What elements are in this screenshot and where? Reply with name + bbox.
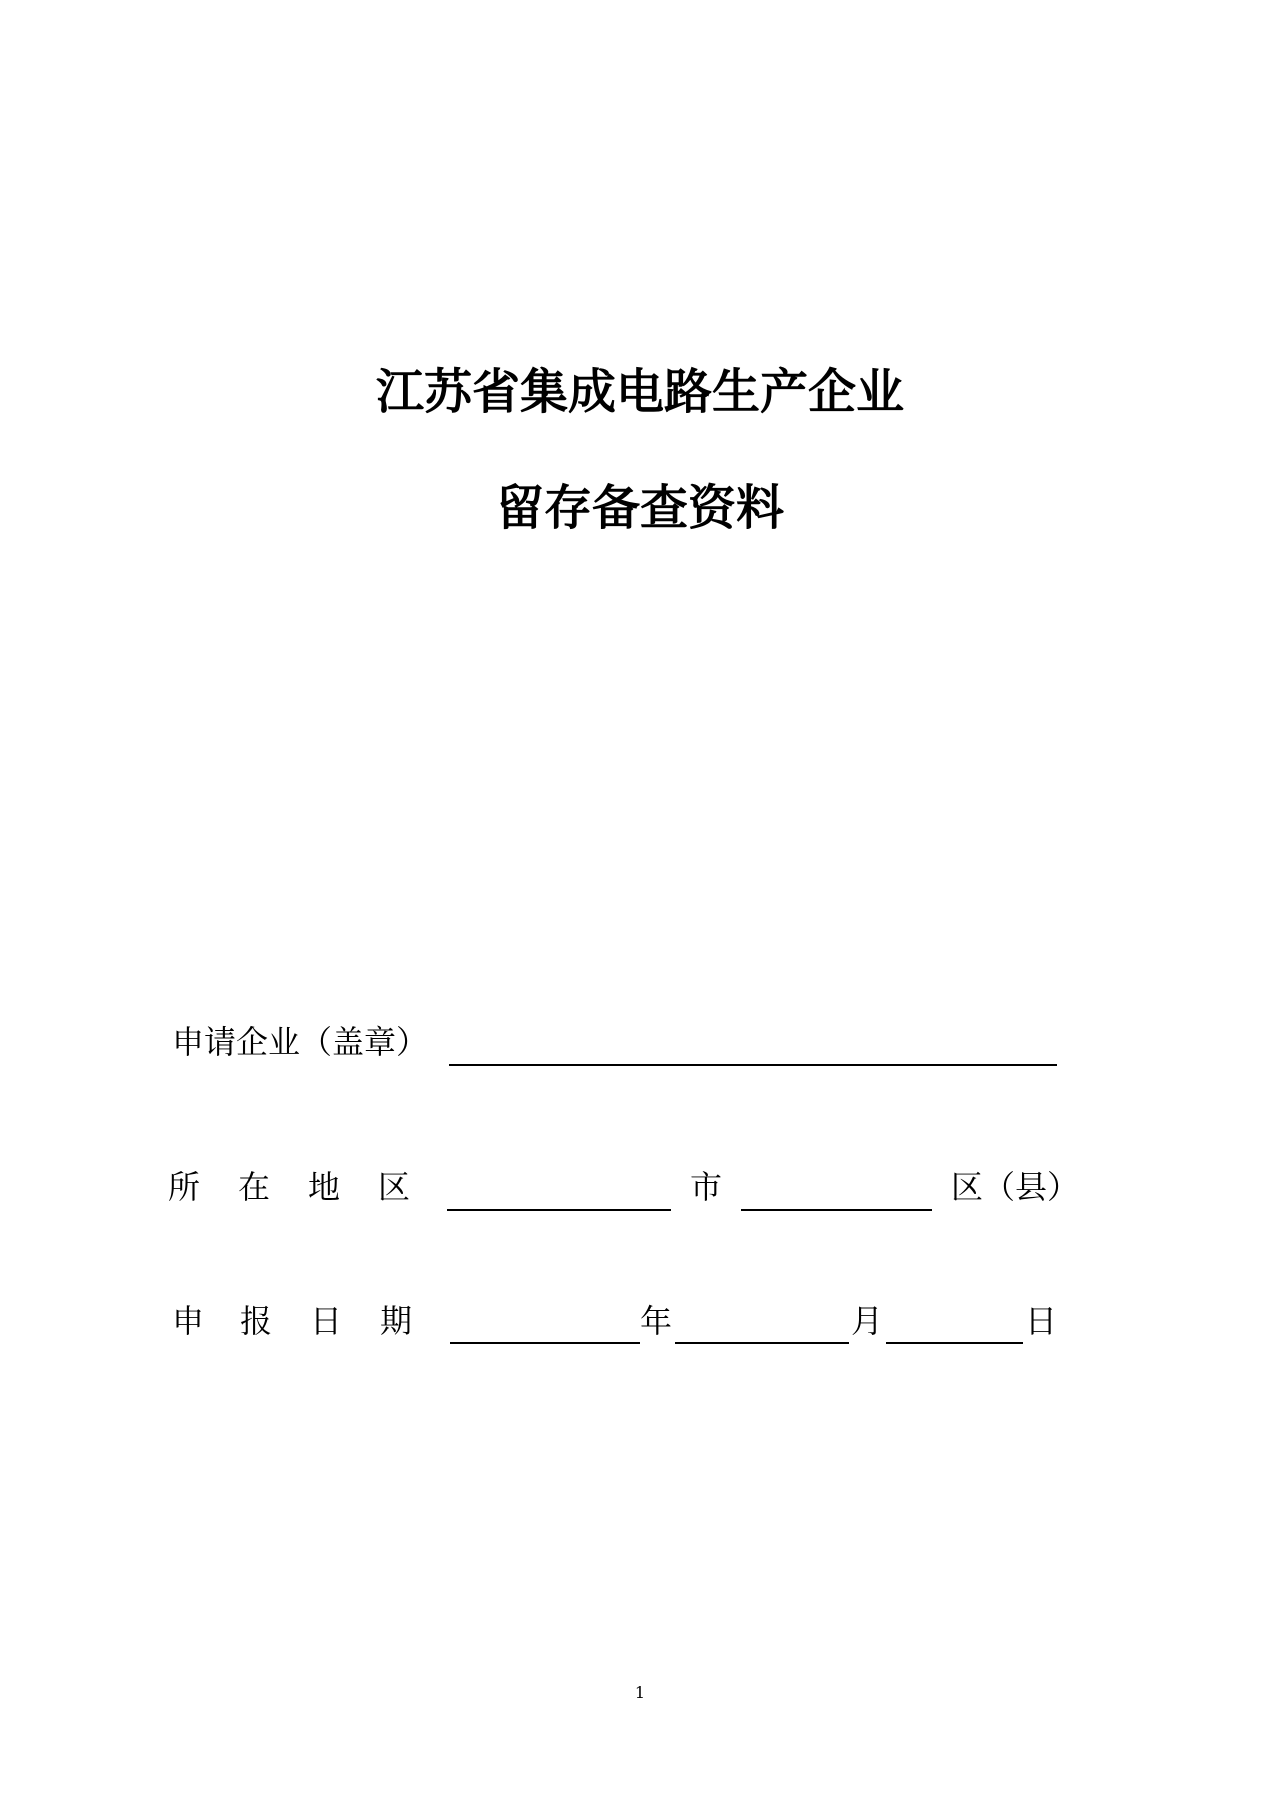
day-suffix: 日 (1025, 1302, 1058, 1340)
applicant-label: 申请企业（盖章） (172, 1023, 429, 1061)
day-fill-line[interactable] (886, 1342, 1023, 1344)
year-fill-line[interactable] (450, 1342, 640, 1344)
applicant-fill-line[interactable] (449, 1064, 1057, 1066)
location-label-char-1: 所 (168, 1168, 201, 1206)
city-suffix: 市 (690, 1168, 723, 1206)
report-date-label-char-4: 期 (380, 1302, 413, 1340)
document-title-line-2: 留存备查资料 (495, 480, 784, 536)
page-number: 1 (634, 1683, 646, 1702)
city-fill-line[interactable] (447, 1209, 671, 1211)
location-label-char-4: 区 (378, 1168, 411, 1206)
report-date-label-char-2: 报 (240, 1302, 273, 1340)
document-title-line-1: 江苏省集成电路生产企业 (375, 364, 904, 420)
report-date-label-char-3: 日 (310, 1302, 343, 1340)
month-fill-line[interactable] (675, 1342, 849, 1344)
year-suffix: 年 (640, 1302, 673, 1340)
location-label-char-2: 在 (238, 1168, 271, 1206)
district-suffix: 区（县） (951, 1168, 1080, 1206)
report-date-label-char-1: 申 (172, 1302, 205, 1340)
district-fill-line[interactable] (741, 1209, 932, 1211)
month-suffix: 月 (851, 1302, 884, 1340)
location-label-char-3: 地 (308, 1168, 341, 1206)
